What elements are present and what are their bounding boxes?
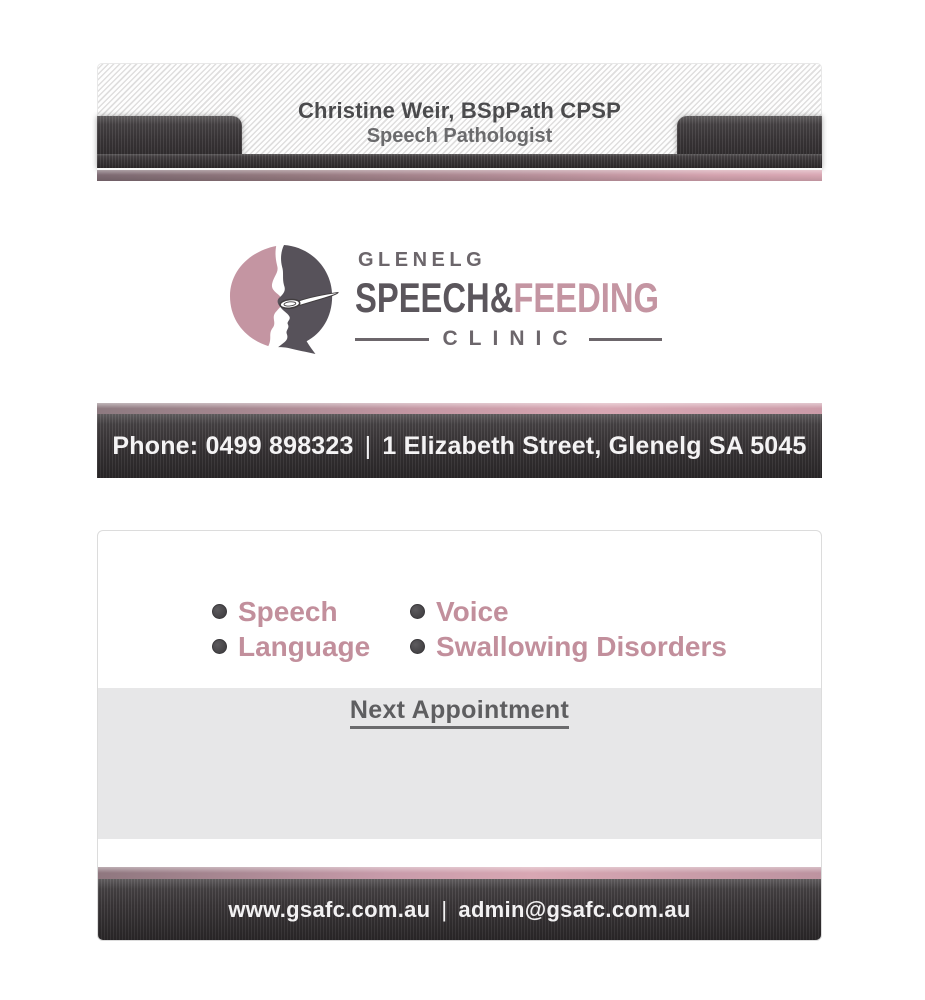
clinic-logo bbox=[227, 243, 662, 355]
bullet-icon bbox=[410, 639, 425, 654]
service-label: Speech bbox=[238, 596, 338, 627]
service-item-voice bbox=[410, 595, 727, 628]
service-item-language bbox=[212, 630, 410, 663]
services-list bbox=[212, 595, 727, 663]
contact-separator: | bbox=[364, 431, 372, 460]
card-front-header bbox=[97, 63, 822, 168]
bullet-icon bbox=[212, 604, 227, 619]
card-front bbox=[97, 63, 822, 478]
accent-stripe-header bbox=[97, 168, 822, 181]
email-address: admin@gsafc.com.au bbox=[458, 896, 691, 922]
service-label: Swallowing Disorders bbox=[436, 631, 727, 662]
street-address: 1 Elizabeth Street, Glenelg SA 5045 bbox=[382, 431, 807, 460]
next-appointment-label: Next Appointment bbox=[350, 696, 569, 729]
logo-text-feeding: FEEDING bbox=[513, 274, 660, 321]
logo-text-clinic: CLINIC bbox=[442, 327, 579, 350]
card-back bbox=[97, 530, 822, 941]
logo-text-speech: SPEECH bbox=[355, 274, 490, 321]
service-label: Language bbox=[238, 631, 371, 662]
service-item-swallowing-disorders bbox=[410, 630, 727, 663]
contact-bar bbox=[97, 414, 822, 478]
logo-area bbox=[97, 181, 822, 403]
accent-stripe-contact bbox=[97, 403, 822, 414]
logo-text-speech-feeding bbox=[355, 274, 660, 321]
header-band-bottom bbox=[97, 154, 822, 169]
clinic-rule-right bbox=[589, 338, 663, 341]
practitioner-title: Speech Pathologist bbox=[366, 125, 553, 147]
website-url: www.gsafc.com.au bbox=[228, 896, 431, 922]
bullet-icon bbox=[410, 604, 425, 619]
logo-wordmark bbox=[355, 247, 662, 351]
pink-face-shape bbox=[230, 246, 283, 346]
face-profiles-spoon-icon bbox=[227, 243, 343, 355]
logo-clinic-row bbox=[355, 327, 662, 351]
logo-text-ampersand: & bbox=[489, 274, 514, 321]
footer-bar bbox=[98, 879, 821, 940]
service-item-speech bbox=[212, 595, 410, 628]
practitioner-name: Christine Weir, BSpPath CPSP bbox=[297, 98, 622, 123]
footer-separator: | bbox=[441, 896, 448, 922]
logo-text-glenelg: GLENELG bbox=[358, 249, 487, 271]
clinic-rule-left bbox=[355, 338, 429, 341]
bullet-icon bbox=[212, 639, 227, 654]
accent-stripe-footer bbox=[98, 867, 821, 879]
phone-number: Phone: 0499 898323 bbox=[112, 431, 354, 460]
appointment-band bbox=[98, 688, 821, 839]
practitioner-identity bbox=[98, 97, 821, 148]
service-label: Voice bbox=[436, 596, 509, 627]
